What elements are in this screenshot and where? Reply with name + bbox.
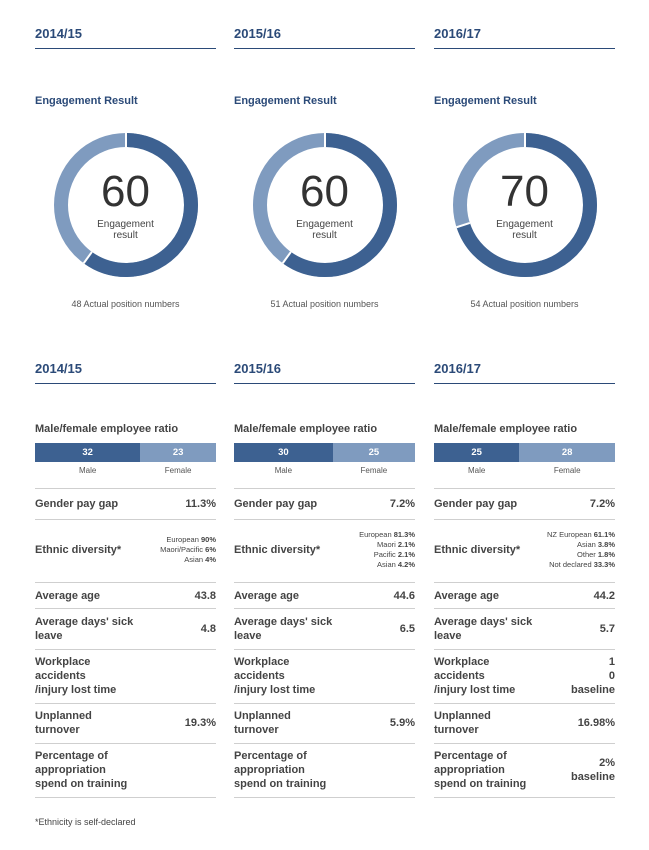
divider xyxy=(35,703,216,704)
accidents-label: Workplace accidents /injury lost time xyxy=(434,656,516,696)
engagement-value: 70 xyxy=(500,167,549,216)
engagement-value: 60 xyxy=(300,167,349,216)
divider xyxy=(234,608,415,609)
ethnic-row: Asian 3.8% xyxy=(577,540,615,549)
engagement-subtitle xyxy=(35,219,216,241)
average-age-label: Average age xyxy=(35,590,101,602)
ethnic-row: Asian 4% xyxy=(184,555,216,564)
sick-leave-label: Average days' sick leave xyxy=(434,616,533,642)
sick-leave-value: 4.8 xyxy=(200,623,216,635)
training-label: Percentage of appropriation spend on training xyxy=(35,750,128,790)
training-label: Percentage of appropriation spend on training xyxy=(434,750,527,790)
year-heading-2: 2014/15 xyxy=(35,361,216,384)
turnover-label: Unplanned turnover xyxy=(35,710,92,736)
accidents-label: Workplace accidents /injury lost time xyxy=(234,656,316,696)
gender-pay-gap-value: 11.3% xyxy=(185,498,216,510)
ethnic-diversity-label: Ethnic diversity* xyxy=(234,544,321,556)
ratio-bar xyxy=(434,443,615,462)
gender-pay-gap-label: Gender pay gap xyxy=(234,498,318,510)
average-age-label: Average age xyxy=(234,590,300,602)
sick-leave-value: 6.5 xyxy=(399,623,415,635)
ethnic-row: Other 1.8% xyxy=(577,550,615,559)
turnover-label: Unplanned turnover xyxy=(234,710,291,736)
gender-pay-gap-label: Gender pay gap xyxy=(434,498,518,510)
ratio-title: Male/female employee ratio xyxy=(434,423,578,435)
ratio-labels xyxy=(434,466,615,476)
engagement-sub-line1: Engagement xyxy=(496,219,553,230)
year-heading: 2014/15 xyxy=(35,26,216,49)
ratio-bar xyxy=(35,443,216,462)
divider xyxy=(234,519,415,520)
year-heading-2: 2015/16 xyxy=(234,361,415,384)
turnover-value: 19.3% xyxy=(184,717,216,729)
divider xyxy=(35,743,216,744)
engagement-sub-line2: result xyxy=(312,230,337,241)
ethnic-row: Maori/Pacific 6% xyxy=(160,545,216,554)
sick-leave-value: 5.7 xyxy=(599,623,615,635)
male-label: Male xyxy=(78,466,97,475)
sick-leave-label: Average days' sick leave xyxy=(234,616,333,642)
divider xyxy=(434,743,615,744)
female-label: Female xyxy=(360,466,388,475)
ethnic-diversity-list xyxy=(547,530,615,570)
engagement-label: Engagement Result xyxy=(434,95,537,107)
engagement-subtitle xyxy=(434,219,615,241)
male-label: Male xyxy=(274,466,293,475)
gender-pay-gap-value: 7.2% xyxy=(389,498,415,510)
ethnic-row: Pacific 2.1% xyxy=(373,550,415,559)
position-numbers: 51 Actual position numbers xyxy=(270,299,379,309)
year-heading: 2015/16 xyxy=(234,26,415,49)
engagement-value: 60 xyxy=(101,167,150,216)
ratio-title: Male/female employee ratio xyxy=(35,423,179,435)
gender-pay-gap-label: Gender pay gap xyxy=(35,498,119,510)
accidents-value: 1 0 baseline xyxy=(570,656,615,696)
ratio-title: Male/female employee ratio xyxy=(234,423,378,435)
accidents-label: Workplace accidents /injury lost time xyxy=(35,656,117,696)
ethnic-row: Asian 4.2% xyxy=(377,560,415,569)
average-age-value: 43.8 xyxy=(194,590,216,602)
turnover-value: 16.98% xyxy=(577,717,615,729)
divider xyxy=(234,649,415,650)
position-numbers: 48 Actual position numbers xyxy=(71,299,180,309)
female-segment: 28 xyxy=(519,443,615,462)
engagement-sub-line1: Engagement xyxy=(296,219,353,230)
ratio-labels xyxy=(35,466,216,476)
engagement-sub-line1: Engagement xyxy=(97,219,154,230)
female-segment: 23 xyxy=(140,443,216,462)
ethnic-row: NZ European 61.1% xyxy=(547,530,615,539)
divider xyxy=(434,703,615,704)
ethnic-row: European 81.3% xyxy=(359,530,415,539)
divider xyxy=(234,582,415,583)
average-age-value: 44.6 xyxy=(393,590,415,602)
divider xyxy=(434,519,615,520)
sick-leave-label: Average days' sick leave xyxy=(35,616,134,642)
footnote: *Ethnicity is self-declared xyxy=(35,817,136,827)
turnover-value: 5.9% xyxy=(389,717,415,729)
engagement-sub-line2: result xyxy=(113,230,138,241)
divider xyxy=(234,488,415,489)
female-label: Female xyxy=(164,466,192,475)
ethnic-diversity-label: Ethnic diversity* xyxy=(35,544,122,556)
divider xyxy=(35,608,216,609)
female-segment: 25 xyxy=(333,443,415,462)
turnover-label: Unplanned turnover xyxy=(434,710,491,736)
male-segment: 25 xyxy=(434,443,519,462)
average-age-value: 44.2 xyxy=(593,590,615,602)
divider xyxy=(234,797,415,798)
engagement-subtitle xyxy=(234,219,415,241)
male-segment: 30 xyxy=(234,443,333,462)
position-numbers: 54 Actual position numbers xyxy=(470,299,579,309)
gender-pay-gap-value: 7.2% xyxy=(589,498,615,510)
divider xyxy=(234,743,415,744)
ratio-bar xyxy=(234,443,415,462)
training-value: 2% baseline xyxy=(570,757,615,783)
engagement-label: Engagement Result xyxy=(234,95,337,107)
male-label: Male xyxy=(468,466,486,475)
divider xyxy=(35,797,216,798)
divider xyxy=(35,488,216,489)
female-label: Female xyxy=(553,466,581,475)
ethnic-diversity-list xyxy=(160,535,216,565)
divider xyxy=(434,582,615,583)
divider xyxy=(434,488,615,489)
average-age-label: Average age xyxy=(434,590,500,602)
divider xyxy=(35,519,216,520)
divider xyxy=(35,582,216,583)
engagement-label: Engagement Result xyxy=(35,95,138,107)
male-segment: 32 xyxy=(35,443,140,462)
ethnic-row: Not declared 33.3% xyxy=(549,560,615,569)
ethnic-diversity-list xyxy=(359,530,415,570)
engagement-sub-line2: result xyxy=(512,230,537,241)
ethnic-diversity-label: Ethnic diversity* xyxy=(434,544,521,556)
ethnic-row: Maori 2.1% xyxy=(377,540,415,549)
training-label: Percentage of appropriation spend on training xyxy=(234,750,327,790)
ethnic-row: European 90% xyxy=(166,535,216,544)
divider xyxy=(434,649,615,650)
divider xyxy=(35,649,216,650)
ratio-labels xyxy=(234,466,415,476)
divider xyxy=(234,703,415,704)
year-heading-2: 2016/17 xyxy=(434,361,615,384)
year-heading: 2016/17 xyxy=(434,26,615,49)
divider xyxy=(434,797,615,798)
divider xyxy=(434,608,615,609)
